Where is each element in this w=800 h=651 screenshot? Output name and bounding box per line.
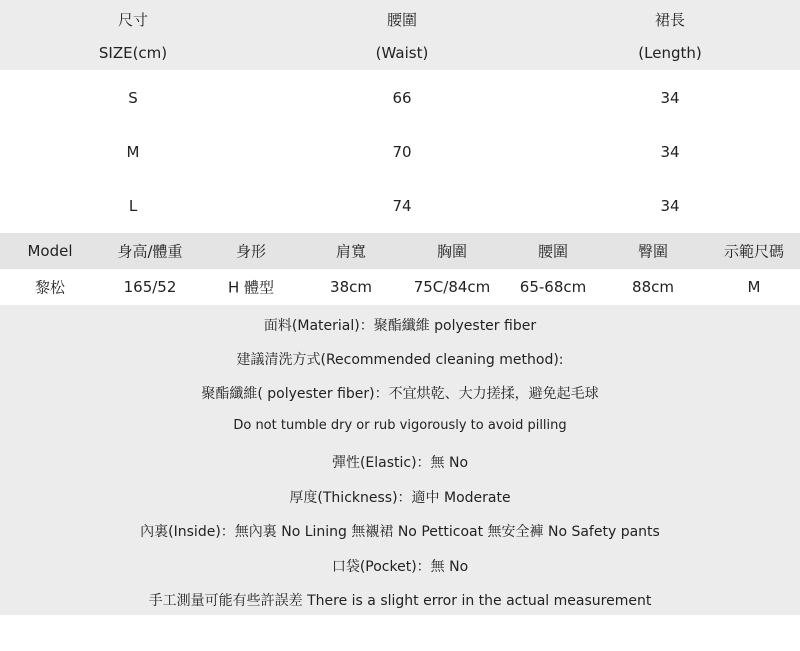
model-table-header bbox=[0, 233, 800, 269]
header-hip: 臀圍 bbox=[637, 242, 669, 261]
size-cell: L bbox=[128, 197, 138, 215]
model-chest: 75C/84cm bbox=[413, 278, 491, 296]
header-sample-size: 示範尺碼 bbox=[723, 242, 785, 261]
note-elastic: 彈性(Elastic)：無 No bbox=[331, 455, 469, 471]
header-waist-cn: 腰圍 bbox=[386, 11, 418, 29]
note-cleaning-en: Do not tumble dry or rub vigorously to avoid pilling bbox=[233, 418, 567, 433]
header-waist-en: (Waist) bbox=[375, 44, 429, 62]
model-name: 黎松 bbox=[34, 278, 66, 297]
waist-cell: 74 bbox=[392, 197, 412, 215]
header-body-shape: 身形 bbox=[235, 242, 267, 261]
product-notes bbox=[0, 305, 800, 615]
header-length-en: (Length) bbox=[638, 44, 702, 62]
header-height-weight: 身高/體重 bbox=[117, 242, 183, 261]
note-material: 面料(Material)：聚酯纖維 polyester fiber bbox=[263, 318, 537, 334]
note-cleaning-cn: 聚酯纖維( polyester fiber)：不宜烘乾、大力搓揉，避免起毛球 bbox=[201, 386, 599, 402]
model-height-weight: 165/52 bbox=[123, 278, 177, 296]
header-size-en: SIZE(cm) bbox=[98, 44, 168, 62]
header-shoulder: 肩寬 bbox=[335, 242, 367, 261]
header-model: Model bbox=[27, 242, 73, 260]
header-length-cn: 裙長 bbox=[654, 11, 686, 29]
model-shoulder: 38cm bbox=[330, 278, 372, 296]
size-cell: S bbox=[128, 89, 138, 107]
length-cell: 34 bbox=[660, 143, 680, 161]
note-thickness: 厚度(Thickness)：適中 Moderate bbox=[289, 490, 511, 506]
note-inside: 內裏(Inside)：無內裏 No Lining 無襯裙 No Petticoat 無安全褲 No Safety pants bbox=[140, 524, 660, 540]
model-table-row bbox=[0, 269, 800, 305]
length-cell: 34 bbox=[660, 89, 680, 107]
model-sample-size: M bbox=[747, 278, 761, 296]
header-waist: 腰圍 bbox=[537, 242, 569, 261]
model-hip: 88cm bbox=[632, 278, 674, 296]
size-cell: M bbox=[126, 143, 140, 161]
length-cell: 34 bbox=[660, 197, 680, 215]
size-table-header bbox=[0, 0, 800, 70]
model-body-shape: H 體型 bbox=[227, 278, 275, 297]
header-chest: 胸圍 bbox=[436, 242, 468, 261]
note-cleaning-title: 建議清洗方式(Recommended cleaning method): bbox=[236, 352, 564, 368]
waist-cell: 70 bbox=[392, 143, 412, 161]
note-measurement: 手工測量可能有些許誤差 There is a slight error in the actual measurement bbox=[148, 593, 652, 609]
header-size-cn: 尺寸 bbox=[117, 11, 149, 29]
note-pocket: 口袋(Pocket)：無 No bbox=[331, 559, 469, 575]
waist-cell: 66 bbox=[392, 89, 412, 107]
model-waist: 65-68cm bbox=[519, 278, 587, 296]
